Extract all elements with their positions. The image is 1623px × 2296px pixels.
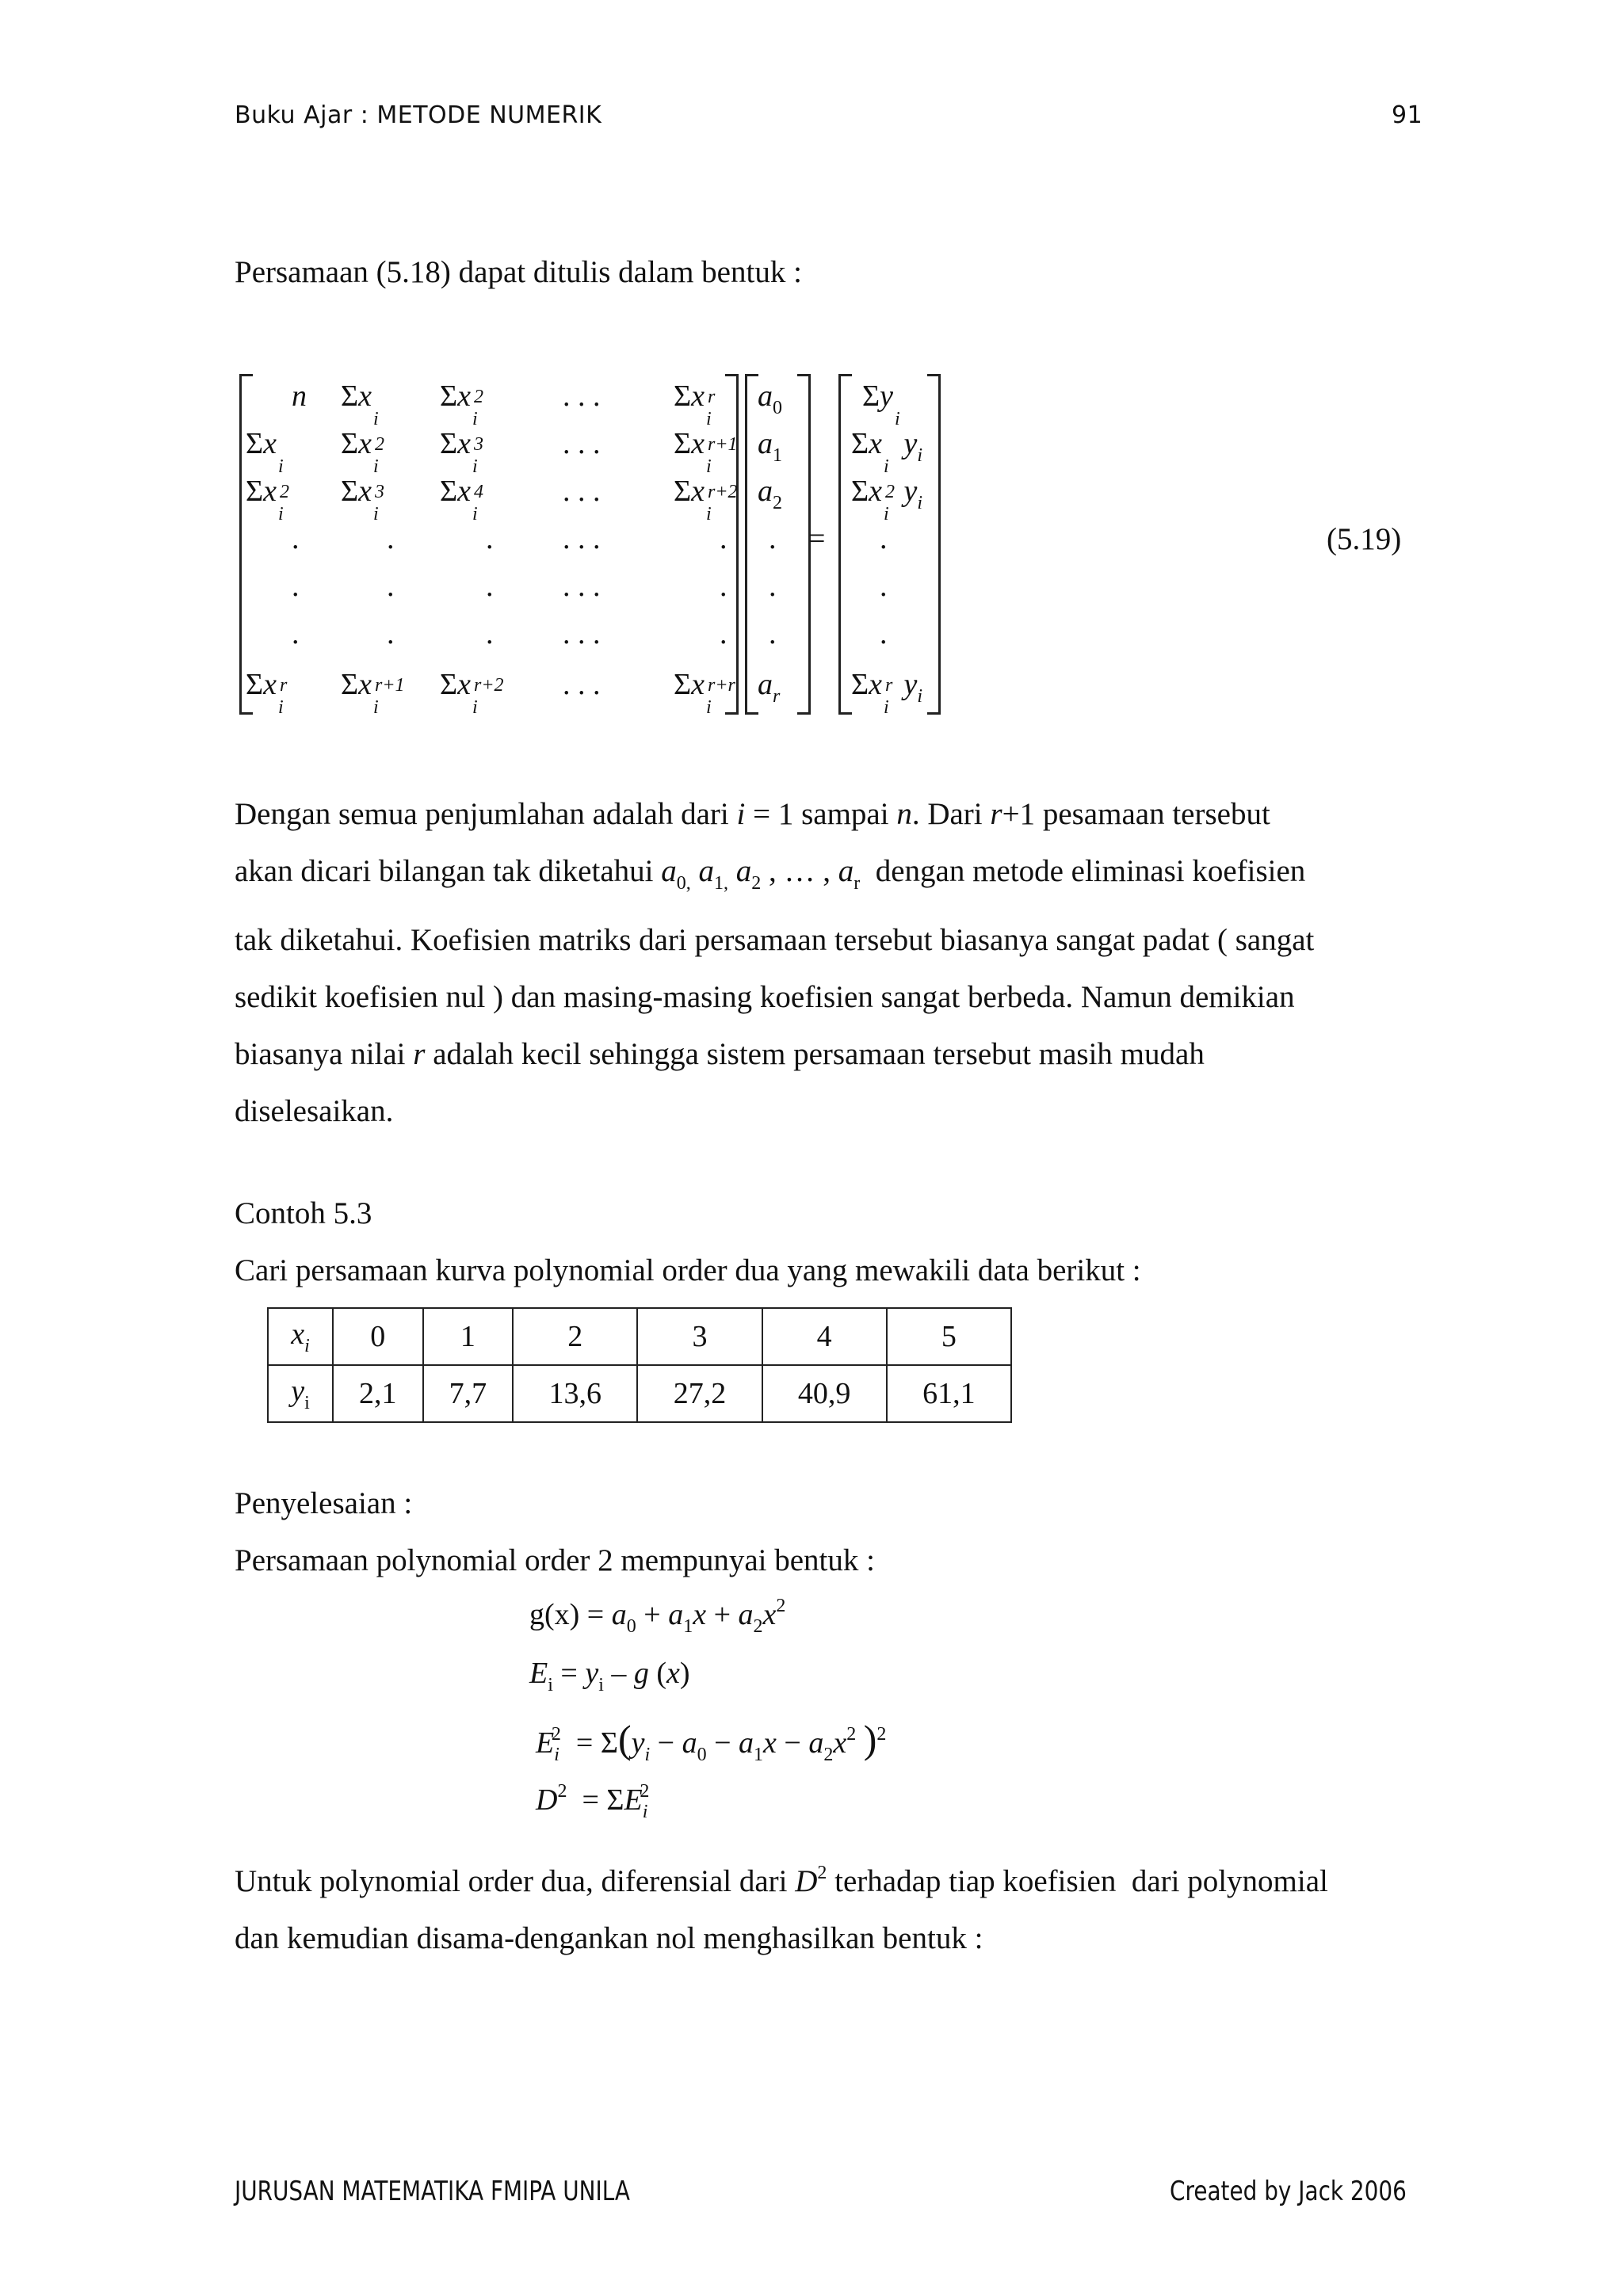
y-label-cell: $y_i$ xyxy=(268,1365,333,1422)
matrix-cell: . xyxy=(292,617,300,650)
matrix-cell: n xyxy=(292,379,307,413)
matrix-cell: . . . xyxy=(563,617,601,650)
table-row xyxy=(268,1365,1011,1422)
data-table xyxy=(267,1307,1012,1423)
matrix-cell: . . . xyxy=(563,475,601,508)
running-header: Buku Ajar : METODE NUMERIK xyxy=(235,101,602,129)
example-title: Contoh 5.3 xyxy=(235,1196,372,1230)
matrix-cell: Σx i r xyxy=(246,668,288,718)
matrix-cell: . . . xyxy=(563,427,601,460)
matrix-cell: . xyxy=(720,617,727,650)
matrix-cell: . xyxy=(486,570,494,603)
equation-squared-error: $E_i^2 = \Sigma(y_i - a_0 - a_1x - a_2x^2$ )$^2$ xyxy=(536,1717,887,1765)
matrix-cell: . . . xyxy=(563,379,601,413)
unknown-cell: $a_2$ xyxy=(758,475,782,513)
table-cell: 0 xyxy=(333,1308,423,1365)
rhs-cell: Σx i $y_i$ xyxy=(851,427,923,477)
paragraph-line: biasanya nilai r adalah kecil sehingga sistem persamaan tersebut masih mudah xyxy=(235,1037,1205,1071)
footer-credit: Created by Jack 2006 xyxy=(1170,2176,1407,2207)
paragraph-line: Untuk polynomial order dua, diferensial dari $D^2$ terhadap tiap koefisien dari polynomial xyxy=(235,1863,1328,1898)
rhs-cell: . xyxy=(880,570,888,603)
unknown-cell: $a_0$ xyxy=(758,379,782,418)
rhs-cell: . xyxy=(880,617,888,650)
matrix-cell: . xyxy=(292,522,300,555)
rhs-cell: Σx i 2 $y_i$ xyxy=(851,475,923,524)
solution-title: Penyelesaian : xyxy=(235,1486,413,1520)
unknown-cell: $a_r$ xyxy=(758,668,781,707)
paragraph-line: tak diketahui. Koefisien matriks dari persamaan tersebut biasanya sangat padat ( sangat xyxy=(235,923,1315,957)
table-cell: 2 xyxy=(513,1308,637,1365)
left-bracket xyxy=(239,374,253,715)
matrix-cell: Σx i xyxy=(341,379,379,429)
matrix-cell: . xyxy=(292,570,300,603)
matrix-cell: . xyxy=(486,522,494,555)
matrix-cell: Σx i r+2 xyxy=(440,668,504,718)
equation-number: (5.19) xyxy=(1327,522,1402,556)
closing-paragraph xyxy=(235,1844,1439,1967)
matrix-cell: . xyxy=(387,522,395,555)
matrix-cell: . xyxy=(720,522,727,555)
paragraph-line: sedikit koefisien nul ) dan masing-masing koefisien sangat berbeda. Namun demikian xyxy=(235,980,1295,1014)
unknown-cell: . xyxy=(769,570,777,603)
table-cell: 27,2 xyxy=(637,1365,762,1422)
matrix-cell: Σx i r+1 xyxy=(341,668,405,718)
paragraph-line: dan kemudian disama-dengankan nol menghasilkan bentuk : xyxy=(235,1921,983,1955)
matrix-cell: Σx i 2 xyxy=(341,427,384,477)
table-cell: 40,9 xyxy=(762,1365,887,1422)
table-cell: 61,1 xyxy=(887,1365,1011,1422)
equation-error: $E_i = y_i - g$ (x) xyxy=(529,1657,690,1695)
matrix-cell: . xyxy=(387,617,395,650)
matrix-cell: . xyxy=(720,570,727,603)
solution-intro: Persamaan polynomial order 2 mempunyai bentuk : xyxy=(235,1543,875,1577)
paragraph-line: Dengan semua penjumlahan adalah dari i = 1 sampai n. Dari r+1 pesamaan tersebut xyxy=(235,797,1270,831)
matrix-cell: Σx i r xyxy=(674,379,716,429)
example-prompt: Cari persamaan kurva polynomial order dua yang mewakili data berikut : xyxy=(235,1253,1141,1287)
rhs-cell: Σy i xyxy=(862,379,900,429)
explanation-paragraph xyxy=(235,786,1423,1140)
matrix-cell: Σx i r+2 xyxy=(674,475,738,524)
unknown-cell: . xyxy=(769,522,777,555)
rhs-right-bracket xyxy=(927,374,941,715)
matrix-cell: Σx i 2 xyxy=(246,475,289,524)
rhs-cell: Σx i r $y_i$ xyxy=(851,668,923,718)
matrix-cell: . . . xyxy=(563,668,601,701)
equation-g: $g(x) = a_0 + a_1x + a_2x^2$ xyxy=(529,1596,786,1637)
vector-left-bracket xyxy=(745,374,758,715)
paragraph-line: diselesaikan. xyxy=(235,1094,394,1128)
table-cell: 5 xyxy=(887,1308,1011,1365)
matrix-cell: Σx i 4 xyxy=(440,475,483,524)
rhs-left-bracket xyxy=(838,374,852,715)
matrix-cell: Σx i 2 xyxy=(440,379,483,429)
matrix-cell: . xyxy=(387,570,395,603)
table-cell: 13,6 xyxy=(513,1365,637,1422)
table-row xyxy=(268,1308,1011,1365)
unknown-cell: $a_1$ xyxy=(758,427,782,466)
table-cell: 3 xyxy=(637,1308,762,1365)
right-bracket xyxy=(725,374,739,715)
matrix-cell: . . . xyxy=(563,570,601,603)
table-cell: 2,1 xyxy=(333,1365,423,1422)
footer-department: JURUSAN MATEMATIKA FMIPA UNILA xyxy=(235,2176,630,2207)
unknown-cell: . xyxy=(769,617,777,650)
table-cell: 4 xyxy=(762,1308,887,1365)
matrix-cell: Σx i 3 xyxy=(440,427,483,477)
page-number: 91 xyxy=(1392,101,1423,129)
paragraph-line: akan dicari bilangan tak diketahui $a_{0,}$ $a_{1,}$ $a_2$ , … , $a_r$ dengan metode eliminasi koefisien xyxy=(235,854,1306,894)
equation-d-squared: $D^2 = \Sigma E_i^2$ xyxy=(536,1781,650,1822)
matrix-cell: Σx i xyxy=(246,427,284,477)
x-label-cell: $x_i$ xyxy=(268,1308,333,1365)
intro-text: Persamaan (5.18) dapat ditulis dalam bentuk : xyxy=(235,255,802,289)
equals-sign: = xyxy=(808,522,826,555)
matrix-cell: Σx i 3 xyxy=(341,475,384,524)
matrix-cell: . . . xyxy=(563,522,601,555)
matrix-cell: Σx i r+1 xyxy=(674,427,738,477)
rhs-cell: . xyxy=(880,522,888,555)
matrix-cell: . xyxy=(486,617,494,650)
table-cell: 1 xyxy=(423,1308,514,1365)
table-cell: 7,7 xyxy=(423,1365,514,1422)
matrix-cell: Σx i r+r xyxy=(674,668,735,718)
